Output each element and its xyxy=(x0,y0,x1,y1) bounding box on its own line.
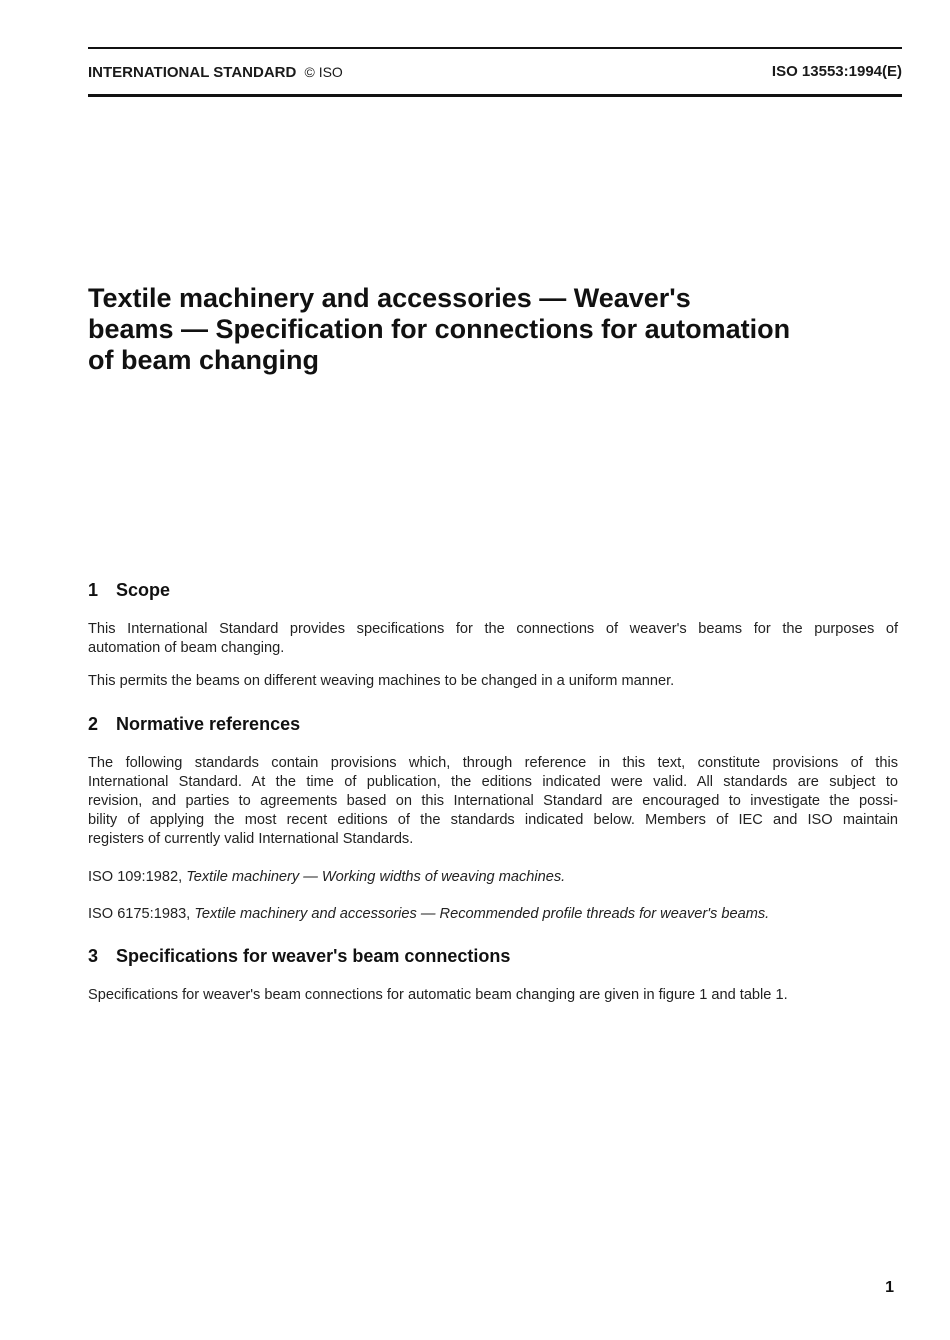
title-line-1: Textile machinery and accessories — Weaver's xyxy=(88,283,691,313)
paragraph-line: bility of applying the most recent editions of the standards indicated below. Members of IEC and ISO maintain xyxy=(88,812,898,828)
reference-title: Textile machinery — Working widths of weaving machines. xyxy=(186,869,566,885)
section-title: Scope xyxy=(116,580,171,600)
paragraph-line: revision, and parties to agreements based on this International Standard are encouraged to investigate the possi- xyxy=(88,793,898,809)
normative-paragraph xyxy=(88,754,898,849)
header-bottom-rule xyxy=(88,94,902,97)
standard-type-label: INTERNATIONAL STANDARD xyxy=(88,64,297,81)
title-line-3: of beam changing xyxy=(88,345,320,375)
paragraph-line: automation of beam changing. xyxy=(88,640,285,656)
reference-title: Textile machinery and accessories — Recommended profile threads for weaver's beams. xyxy=(194,906,770,922)
section-number: 3 xyxy=(88,946,99,966)
section-heading-scope xyxy=(88,579,170,601)
paragraph-line: The following standards contain provisions which, through reference in this text, constitute provisions of this xyxy=(88,755,898,771)
title-line-2: beams — Specification for connections for automation xyxy=(88,314,791,344)
header-top-rule xyxy=(88,47,902,49)
scope-paragraph-2: This permits the beams on different weaving machines to be changed in a uniform manner. xyxy=(88,673,675,689)
page-number: 1 xyxy=(885,1279,894,1296)
paragraph-line: This International Standard provides specifications for the connections of weaver's beams for the purposes of xyxy=(88,621,898,637)
section-heading-specifications xyxy=(88,945,510,967)
scope-paragraph-1 xyxy=(88,620,898,658)
copyright-label: © ISO xyxy=(304,64,343,80)
reference-code: ISO 109:1982, xyxy=(88,869,183,885)
reference-code: ISO 6175:1983, xyxy=(88,906,191,922)
section-title: Specifications for weaver's beam connections xyxy=(116,946,511,966)
specifications-paragraph: Specifications for weaver's beam connections for automatic beam changing are given in figure 1 and table 1. xyxy=(88,987,788,1003)
section-heading-normative-references xyxy=(88,713,300,735)
reference-iso-6175 xyxy=(88,905,898,924)
paragraph-line: International Standard. At the time of publication, the editions indicated were valid. All standards are subject to xyxy=(88,774,898,790)
section-number: 1 xyxy=(88,580,99,600)
paragraph-line: registers of currently valid International Standards. xyxy=(88,831,414,847)
reference-iso-109 xyxy=(88,868,898,887)
header-standard-type xyxy=(88,63,343,82)
document-number: ISO 13553:1994(E) xyxy=(771,63,902,80)
document-title xyxy=(88,283,888,376)
section-title: Normative references xyxy=(116,714,301,734)
section-number: 2 xyxy=(88,714,99,734)
